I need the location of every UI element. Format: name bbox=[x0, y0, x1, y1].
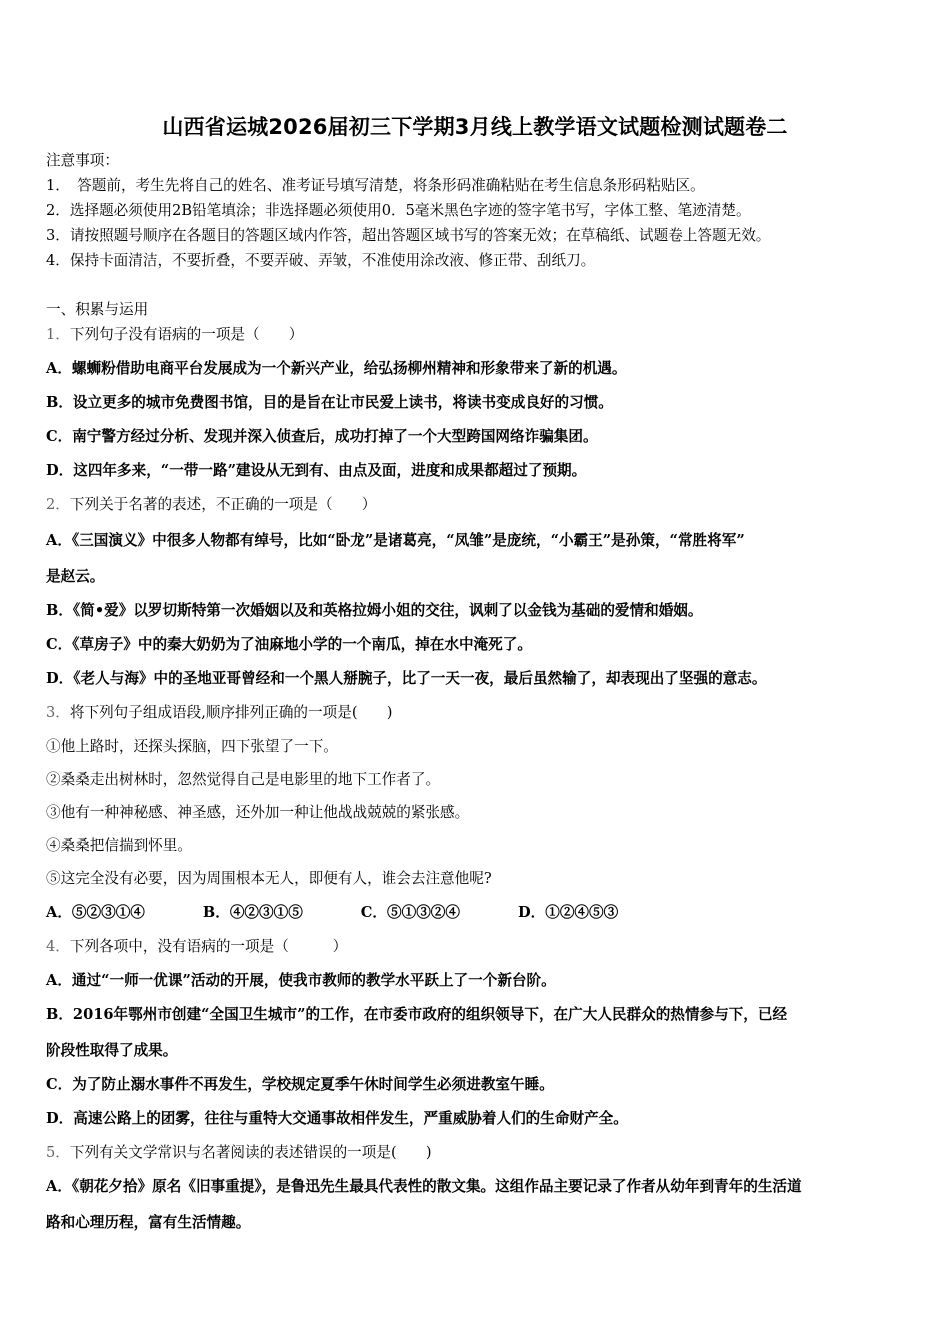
q1-option-c: C．南宁警方经过分析、发现并深入侦查后，成功打掉了一个大型跨国网络诈骗集团。 bbox=[46, 428, 598, 445]
question-1-stem bbox=[46, 325, 303, 345]
question-text: 下列关于名著的表述，不正确的一项是（ ） bbox=[69, 496, 377, 513]
q2-option-a-line1: A．《三国演义》中很多人物都有绰号，比如“卧龙”是诸葛亮，“凤雏”是庞统，“小霸王”是孙策，“常胜将军” bbox=[46, 532, 745, 549]
q1-option-b: B．设立更多的城市免费图书馆，目的是旨在让市民爱上读书，将读书变成良好的习惯。 bbox=[46, 394, 613, 411]
q3-sentence-5: ⑤这完全没有必要，因为周围根本无人，即便有人，谁会去注意他呢? bbox=[46, 870, 492, 887]
question-text: 下列句子没有语病的一项是（ ） bbox=[69, 326, 304, 343]
question-number: 1． bbox=[46, 326, 70, 343]
question-3-stem bbox=[46, 703, 392, 723]
q3-option-b: B．④②③①⑤ bbox=[202, 904, 303, 921]
question-number: 2． bbox=[46, 496, 70, 513]
question-4-stem bbox=[46, 937, 347, 957]
notice-item: 2．选择题必须使用2B铅笔填涂；非选择题必须使用0．5毫米黑色字迹的签字笔书写，字体工整、笔迹清楚。 bbox=[46, 202, 751, 219]
q2-option-b: B．《简•爱》以罗切斯特第一次婚姻以及和英格拉姆小姐的交往，讽刺了以金钱为基础的爱情和婚姻。 bbox=[46, 602, 703, 619]
notice-item: 1． 答题前，考生先将自己的姓名、准考证号填写清楚，将条形码准确粘贴在考生信息条形码粘贴区。 bbox=[46, 177, 705, 194]
q1-option-d: D．这四年多来，“一带一路”建设从无到有、由点及面，进度和成果都超过了预期。 bbox=[46, 462, 587, 479]
q3-option-c: C．⑤①③②④ bbox=[360, 904, 460, 921]
section-heading: 一、积累与运用 bbox=[46, 301, 149, 318]
q5-option-a-line1: A．《朝花夕拾》原名《旧事重提》，是鲁迅先生最具代表性的散文集。这组作品主要记录了作者从幼年到青年的生活道 bbox=[46, 1178, 802, 1195]
page-title: 山西省运城2026届初三下学期3月线上教学语文试题检测试题卷二 bbox=[162, 115, 788, 139]
question-text: 将下列句子组成语段,顺序排列正确的一项是( ) bbox=[69, 704, 393, 721]
q4-option-c: C．为了防止溺水事件不再发生，学校规定夏季午休时间学生必须进教室午睡。 bbox=[46, 1076, 554, 1093]
notice-item: 3．请按照题号顺序在各题目的答题区域内作答，超出答题区域书写的答案无效；在草稿纸、试题卷上答题无效。 bbox=[46, 227, 771, 244]
q3-option-d: D．①②④⑤③ bbox=[517, 904, 619, 921]
q3-sentence-4: ④桑桑把信揣到怀里。 bbox=[46, 837, 192, 854]
question-text: 下列有关文学常识与名著阅读的表述错误的一项是( ) bbox=[69, 1144, 432, 1161]
q4-option-b-line2: 阶段性取得了成果。 bbox=[46, 1042, 178, 1059]
q5-option-a-line2: 路和心理历程，富有生活情趣。 bbox=[46, 1214, 251, 1231]
q3-sentence-3: ③他有一种神秘感、神圣感，还外加一种让他战战兢兢的紧张感。 bbox=[46, 804, 470, 821]
q2-option-c: C．《草房子》中的秦大奶奶为了油麻地小学的一个南瓜，掉在水中淹死了。 bbox=[46, 636, 532, 653]
question-5-stem bbox=[46, 1143, 432, 1163]
q3-options-row bbox=[46, 903, 676, 923]
q4-option-d: D．高速公路上的团雾，往往与重特大交通事故相伴发生，严重威胁着人们的生命财产全。 bbox=[46, 1110, 628, 1127]
q3-sentence-1: ①他上路时，还探头探脑，四下张望了一下。 bbox=[46, 738, 338, 755]
notice-item: 4．保持卡面清洁，不要折叠，不要弄破、弄皱，不准使用涂改液、修正带、刮纸刀。 bbox=[46, 252, 596, 269]
q2-option-a-line2: 是赵云。 bbox=[46, 568, 105, 585]
q1-option-a: A．螺蛳粉借助电商平台发展成为一个新兴产业，给弘扬柳州精神和形象带来了新的机遇。 bbox=[46, 360, 627, 377]
notice-heading: 注意事项： bbox=[46, 152, 119, 169]
question-2-stem bbox=[46, 495, 376, 515]
q3-sentence-2: ②桑桑走出树林时，忽然觉得自己是电影里的地下工作者了。 bbox=[46, 771, 441, 788]
q3-option-a: A．⑤②③①④ bbox=[46, 904, 145, 921]
question-number: 4． bbox=[46, 938, 70, 955]
question-text: 下列各项中，没有语病的一项是（ ） bbox=[69, 938, 348, 955]
q2-option-d: D．《老人与海》中的圣地亚哥曾经和一个黑人掰腕子，比了一天一夜，最后虽然输了，却表现出了坚强的意志。 bbox=[46, 670, 767, 687]
q4-option-a: A．通过“一师一优课”活动的开展，使我市教师的教学水平跃上了一个新台阶。 bbox=[46, 972, 556, 989]
question-number: 5． bbox=[46, 1144, 70, 1161]
question-number: 3． bbox=[46, 704, 70, 721]
q4-option-b-line1: B．2016年鄂州市创建“全国卫生城市”的工作，在市委市政府的组织领导下，在广大人民群众的热情参与下，已经 bbox=[46, 1006, 788, 1023]
